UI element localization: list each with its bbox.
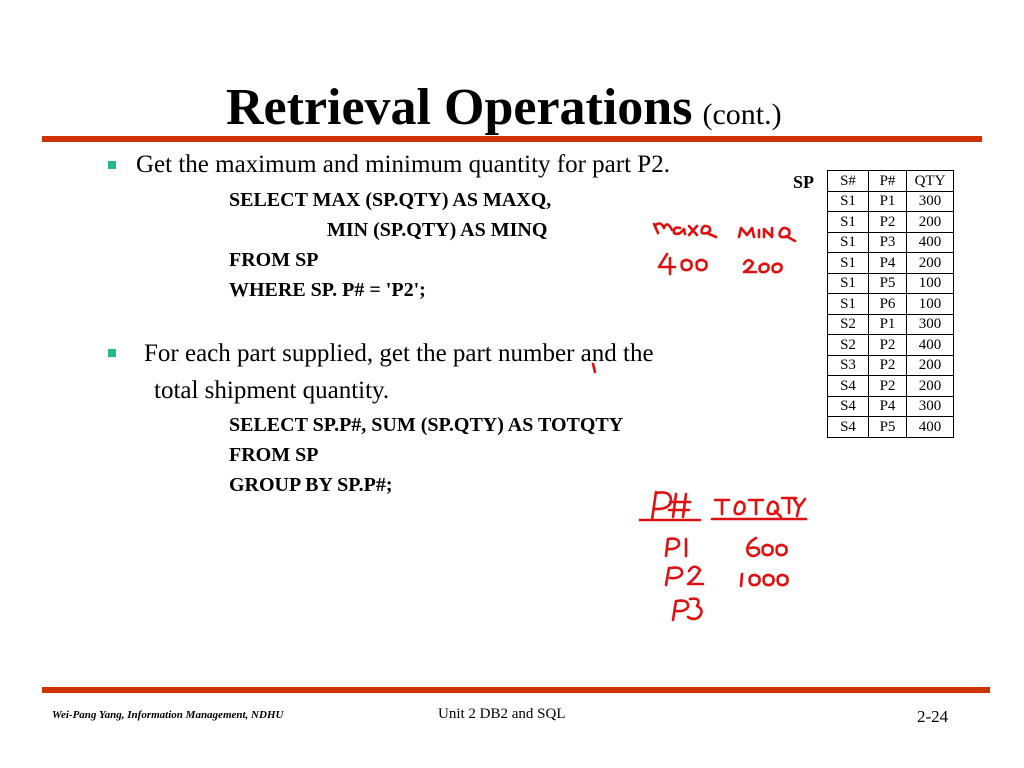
table-cell: P4 (869, 396, 907, 417)
table-cell: 300 (907, 191, 954, 212)
handwritten-200 (744, 260, 782, 272)
table-cell: S1 (828, 273, 869, 294)
table-cell: S3 (828, 355, 869, 376)
code-line: SELECT MAX (SP.QTY) AS MAXQ, (229, 189, 552, 211)
table-cell: S1 (828, 294, 869, 315)
code-line: SELECT SP.P#, SUM (SP.QTY) AS TOTQTY (229, 414, 624, 436)
sp-header-cell: S# (828, 171, 869, 192)
table-cell: S4 (828, 396, 869, 417)
table-cell: 300 (907, 314, 954, 335)
table-cell: P5 (869, 417, 907, 438)
table-cell: 100 (907, 273, 954, 294)
table-cell: S2 (828, 335, 869, 356)
table-cell: S4 (828, 417, 869, 438)
table-cell: P2 (869, 335, 907, 356)
handwritten-row-p3 (673, 599, 702, 620)
page-number: 2-24 (917, 707, 949, 726)
table-cell: P1 (869, 191, 907, 212)
footer-divider (42, 687, 990, 693)
table-cell: 400 (907, 232, 954, 253)
table-cell: P4 (869, 253, 907, 274)
handwritten-400 (659, 254, 707, 274)
table-cell: P6 (869, 294, 907, 315)
handwritten-tick (593, 364, 595, 372)
title-main: Retrieval Operations (226, 79, 693, 136)
table-cell: P1 (869, 314, 907, 335)
sp-table-label: SP (793, 172, 815, 192)
handwritten-totqty (712, 498, 806, 519)
table-cell: P3 (869, 232, 907, 253)
footer-author: Wei-Pang Yang, Information Management, NDHU (52, 709, 284, 721)
sp-header-cell: QTY (907, 171, 954, 192)
code-line: WHERE SP. P# = 'P2'; (229, 279, 426, 301)
table-cell: 200 (907, 376, 954, 397)
table-cell: 400 (907, 335, 954, 356)
handwritten-p-hash (640, 492, 700, 520)
handwritten-row-p1-600 (666, 538, 787, 556)
table-cell: S2 (828, 314, 869, 335)
table-cell: 200 (907, 212, 954, 233)
table-cell: S1 (828, 232, 869, 253)
code-line: GROUP BY SP.P#; (229, 474, 393, 496)
table-cell: 200 (907, 355, 954, 376)
table-cell: 200 (907, 253, 954, 274)
table-cell: P2 (869, 355, 907, 376)
table-cell: S1 (828, 191, 869, 212)
table-cell: P5 (869, 273, 907, 294)
code-line: FROM SP (229, 249, 319, 271)
bullet-2-text-line2: total shipment quantity. (154, 377, 390, 404)
table-cell: P2 (869, 212, 907, 233)
code-line: MIN (SP.QTY) AS MINQ (327, 219, 548, 241)
sp-header-cell: P# (869, 171, 907, 192)
title-subtitle: (cont.) (702, 98, 782, 131)
bullet-2-text-line1: For each part supplied, get the part number and the (144, 340, 654, 367)
table-cell: P2 (869, 376, 907, 397)
handwritten-minq (739, 228, 795, 241)
table-cell: S1 (828, 253, 869, 274)
handwritten-maxq (654, 223, 716, 237)
table-cell: 100 (907, 294, 954, 315)
code-line: FROM SP (229, 444, 319, 466)
table-cell: S4 (828, 376, 869, 397)
table-cell: 300 (907, 396, 954, 417)
footer-unit: Unit 2 DB2 and SQL (438, 706, 566, 722)
handwritten-row-p2-1000 (666, 567, 788, 586)
bullet-1-text: Get the maximum and minimum quantity for part P2. (136, 151, 670, 178)
table-cell: 400 (907, 417, 954, 438)
table-cell: S1 (828, 212, 869, 233)
